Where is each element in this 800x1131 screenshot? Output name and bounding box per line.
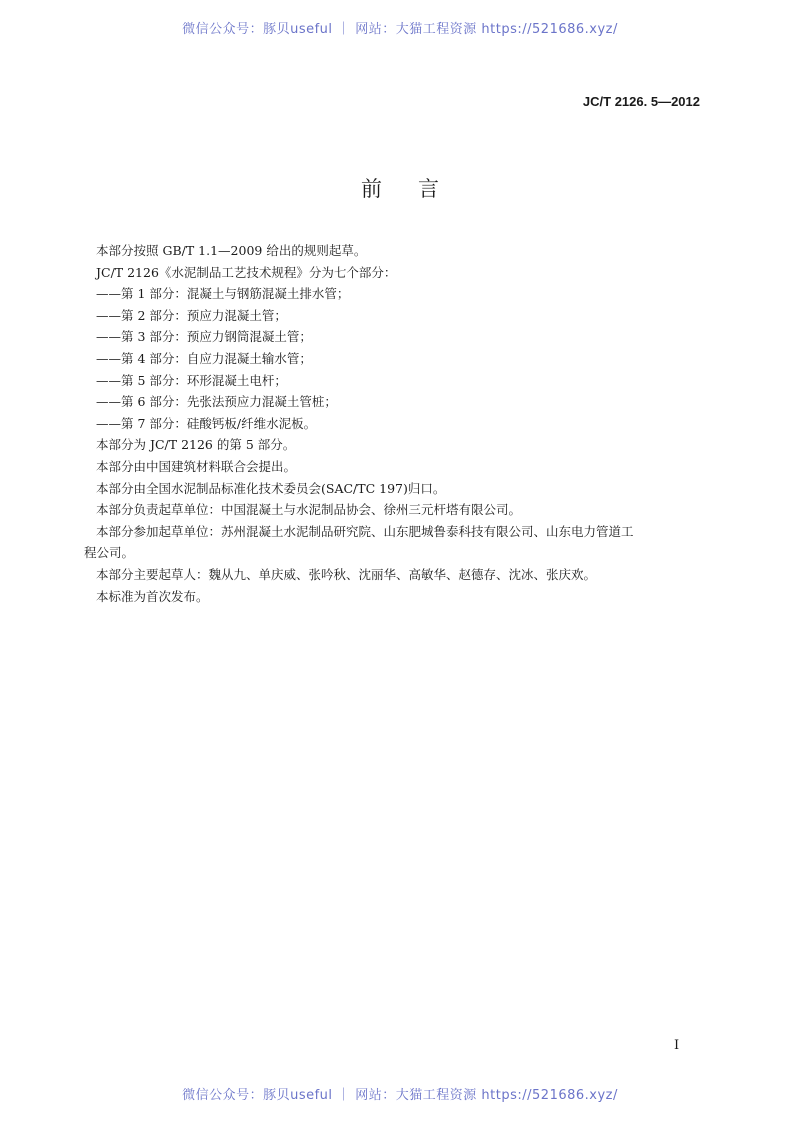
paragraph: 本标准为首次发布。 bbox=[96, 588, 209, 604]
watermark-bottom: 微信公众号：豚贝useful ｜ 网站：大猫工程资源 https://521686.xyz/ bbox=[182, 1088, 618, 1103]
list-item: ——第 2 部分：预应力混凝土管； bbox=[96, 307, 287, 323]
paragraph: 本部分参加起草单位：苏州混凝土水泥制品研究院、山东肥城鲁泰科技有限公司、山东电力管道工 bbox=[96, 523, 634, 539]
page-number: I bbox=[674, 1038, 680, 1053]
paragraph: 本部分主要起草人：魏从九、单庆威、张吟秋、沈丽华、高敏华、赵德存、沈冰、张庆欢。 bbox=[96, 566, 597, 582]
paragraph-continuation: 程公司。 bbox=[84, 545, 135, 561]
paragraph: 本部分按照 GB/T 1.1—2009 给出的规则起草。 bbox=[96, 243, 367, 258]
paragraph: 本部分负责起草单位：中国混凝土与水泥制品协会、徐州三元杆塔有限公司。 bbox=[96, 502, 522, 518]
list-item: ——第 5 部分：环形混凝土电杆； bbox=[96, 372, 287, 388]
paragraph: JC/T 2126《水泥制品工艺技术规程》分为七个部分： bbox=[96, 264, 397, 280]
standard-code: JC/T 2126. 5—2012 bbox=[582, 94, 700, 109]
list-item: ——第 3 部分：预应力钢筒混凝土管； bbox=[96, 329, 312, 345]
page-title: 前言 bbox=[361, 177, 475, 201]
paragraph: 本部分由中国建筑材料联合会提出。 bbox=[96, 458, 297, 474]
watermark-top: 微信公众号：豚贝useful ｜ 网站：大猫工程资源 https://521686.xyz/ bbox=[182, 22, 618, 37]
list-item: ——第 4 部分：自应力混凝土输水管； bbox=[96, 350, 312, 366]
paragraph: 本部分为 JC/T 2126 的第 5 部分。 bbox=[96, 437, 296, 453]
list-item: ——第 6 部分：先张法预应力混凝土管桩； bbox=[96, 394, 337, 410]
list-item: ——第 7 部分：硅酸钙板/纤维水泥板。 bbox=[96, 415, 317, 431]
foreword-body bbox=[84, 240, 706, 607]
list-item: ——第 1 部分：混凝土与钢筋混凝土排水管； bbox=[96, 286, 350, 302]
paragraph: 本部分由全国水泥制品标准化技术委员会(SAC/TC 197)归口。 bbox=[96, 480, 446, 496]
